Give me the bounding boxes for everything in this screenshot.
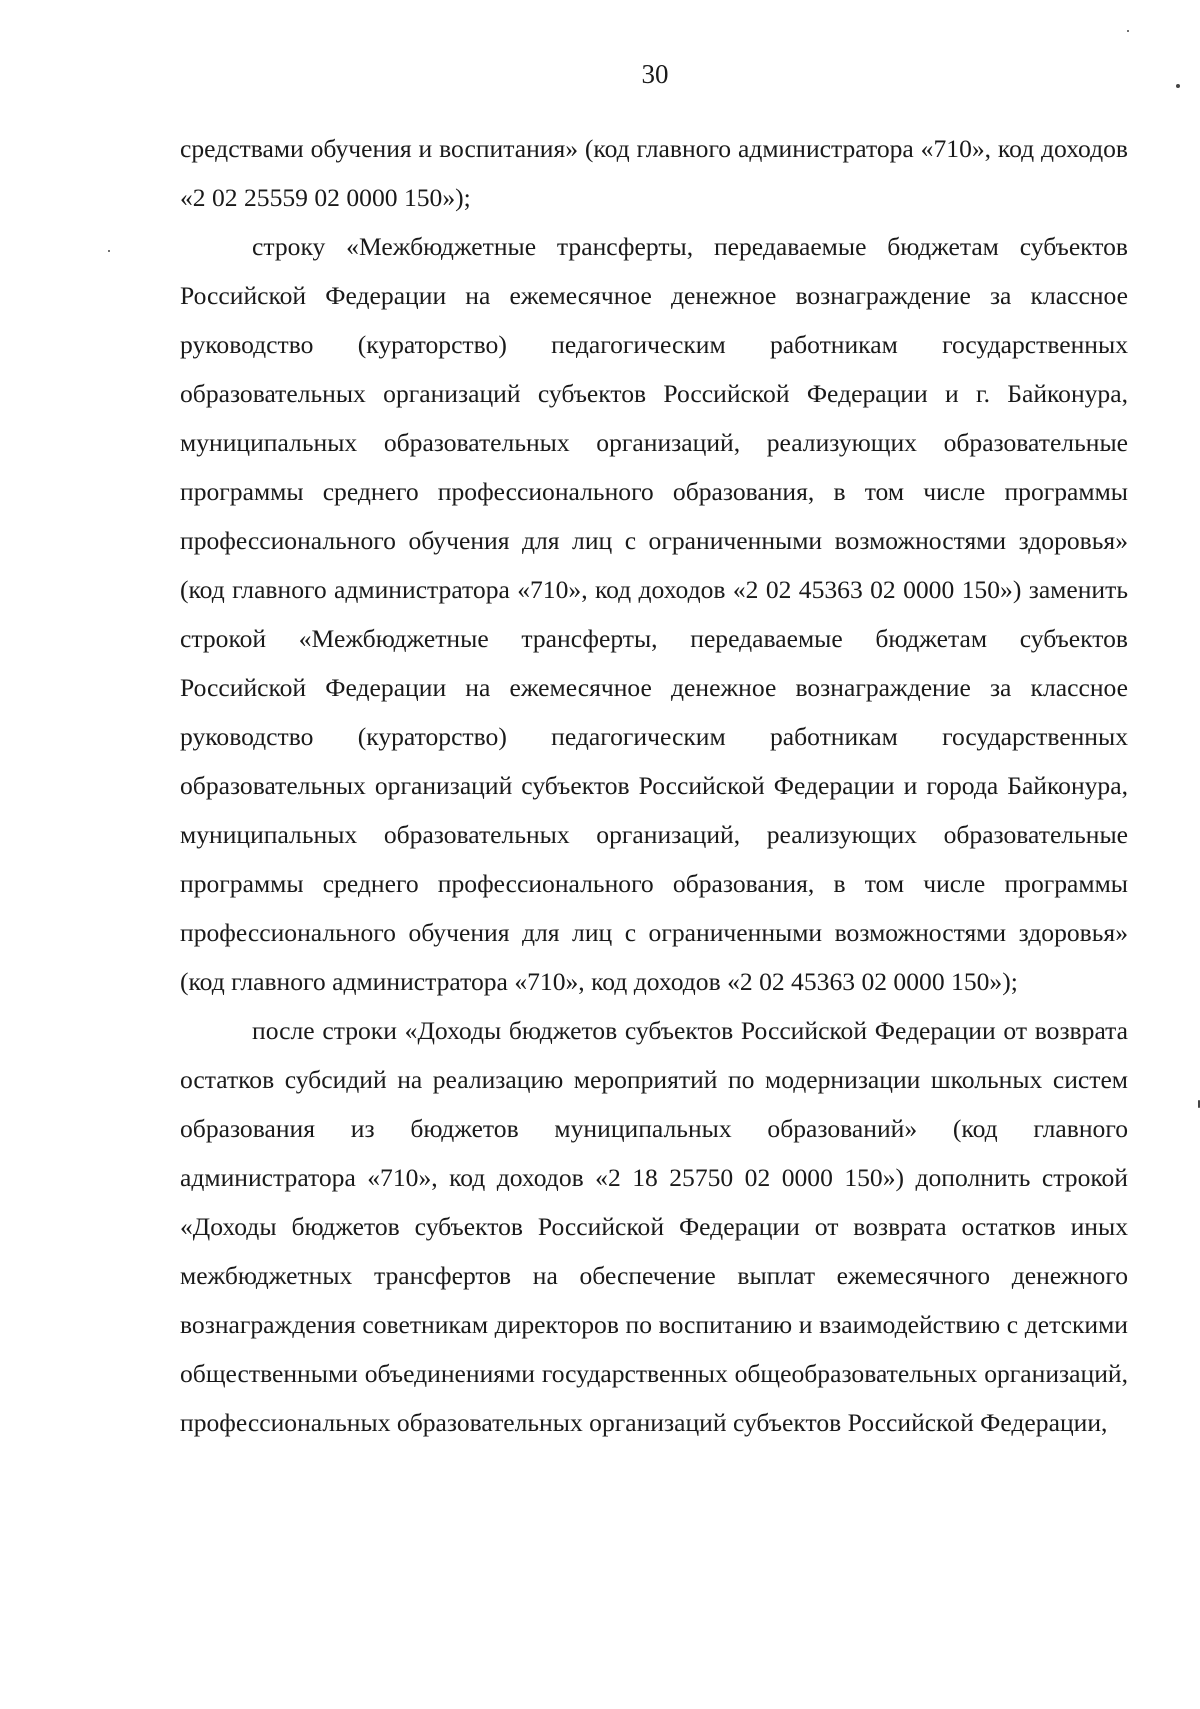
scan-speck [1176,84,1180,88]
paragraph-1: средствами обучения и воспитания» (код главного администратора «710», код доходов «2 02 25559 02 0000 150»); [180,134,1128,212]
paragraph-3: после строки «Доходы бюджетов субъектов Российской Федерации от возврата остатков субсидий на реализацию мероприятий по модернизации школьных систем образования из бюджетов муниципальных образований» (код главного администратора «710», код доходов «2 18 25750 02 0000 150») дополнить строкой «Доходы бюджетов субъектов Российской Федерации от возврата остатков иных межбюджетных трансфертов на обеспечение выплат ежемесячного денежного вознаграждения советникам директоров по воспитанию и взаимодействию с детскими общественными объединениями государственных общеобразовательных организаций, профессиональных образовательных организаций субъектов Российской Федерации, [180,1016,1128,1437]
document-body [180,124,1128,1447]
scan-speck [1127,30,1129,32]
paragraph-2: строку «Межбюджетные трансферты, передаваемые бюджетам субъектов Российской Федерации на ежемесячное денежное вознаграждение за классное руководство (кураторство) педагогическим работникам государственных образовательных организаций субъектов Российской Федерации и г. Байконура, муниципальных образовательных организаций, реализующих образовательные программы среднего профессионального образования, в том числе программы профессионального обучения для лиц с ограниченными возможностями здоровья» (код главного администратора «710», код доходов «2 02 45363 02 0000 150») заменить строкой «Межбюджетные трансферты, передаваемые бюджетам субъектов Российской Федерации на ежемесячное денежное вознаграждение за классное руководство (кураторство) педагогическим работникам государственных образовательных организаций субъектов Российской Федерации и города Байконура, муниципальных образовательных организаций, реализующих образовательные программы среднего профессионального образования, в том числе программы профессионального обучения для лиц с ограниченными возможностями здоровья» (код главного администратора «710», код доходов «2 02 45363 02 0000 150»); [180,232,1128,996]
scan-speck [108,250,110,252]
page-number: 30 [641,59,669,89]
